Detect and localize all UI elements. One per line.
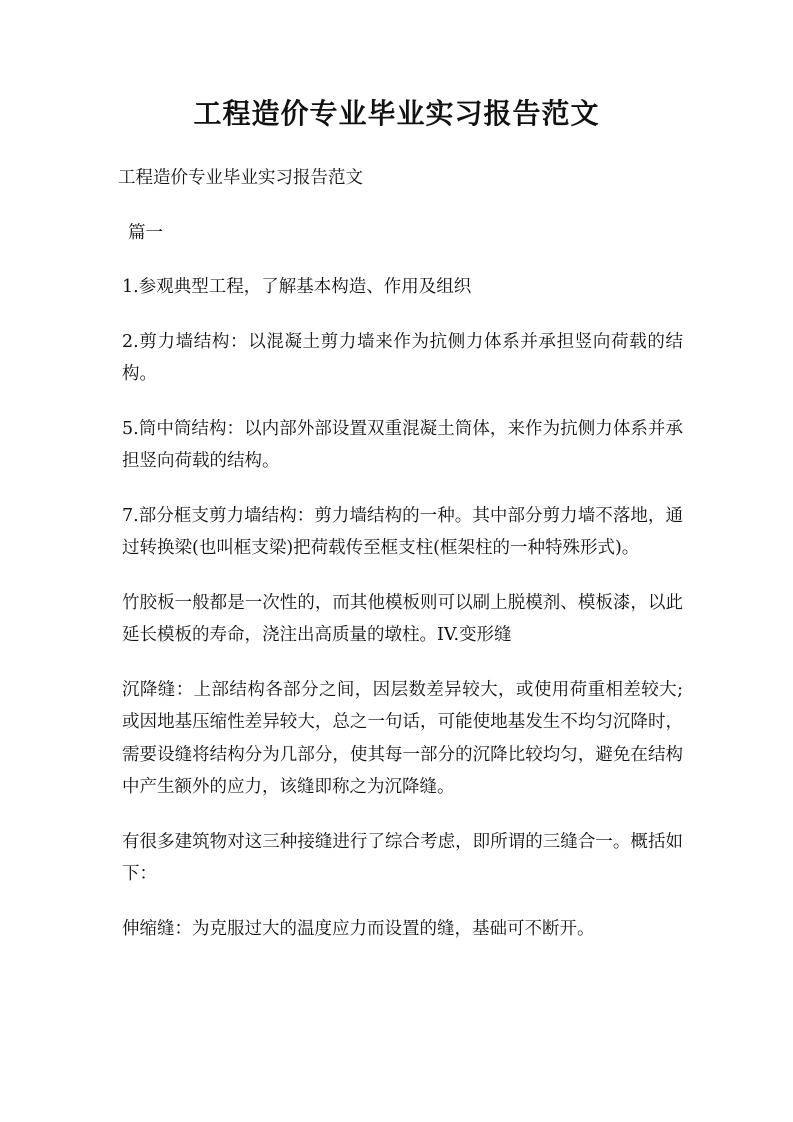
paragraph-item-2: 2.剪力墙结构：以混凝土剪力墙来作为抗侧力体系并承担竖向荷载的结构。 [122,331,683,384]
section-label: 篇一 [128,222,163,243]
paragraph-item-7: 7.部分框支剪力墙结构：剪力墙结构的一种。其中部分剪力墙不落地，通过转换梁(也叫框支梁)把荷载传至框支柱(框架柱的一种特殊形式)。 [122,505,683,558]
paragraph-expansion-joint: 伸缩缝：为克服过大的温度应力而设置的缝，基础可不断开。 [122,918,595,939]
paragraph-three-joints: 有很多建筑物对这三种接缝进行了综合考虑，即所谓的三缝合一。概括如下： [122,831,683,884]
document-body [118,162,683,967]
paragraph-item-1: 1.参观典型工程，了解基本构造、作用及组织 [122,277,472,297]
paragraph-settlement-joint: 沉降缝：上部结构各部分之间，因层数差异较大，或使用荷重相差较大;或因地基压缩性差异较大，总之一句话，可能使地基发生不均匀沉降时，需要设缝将结构分为几部分，使其每一部分的沉降比较均匀，避免在结构中产生额外的应力，该缝即称之为沉降缝。 [122,679,683,797]
paragraph-formwork: 竹胶板一般都是一次性的，而其他模板则可以刷上脱模剂、模板漆，以此延长模板的寿命，浇注出高质量的墩柱。IV.变形缝 [122,592,683,645]
subtitle-paragraph: 工程造价专业毕业实习报告范文 [118,168,363,188]
paragraph-item-5: 5.筒中筒结构：以内部外部设置双重混凝土筒体，来作为抗侧力体系并承担竖向荷载的结构。 [122,418,683,471]
document-title: 工程造价专业毕业实习报告范文 [193,97,600,130]
